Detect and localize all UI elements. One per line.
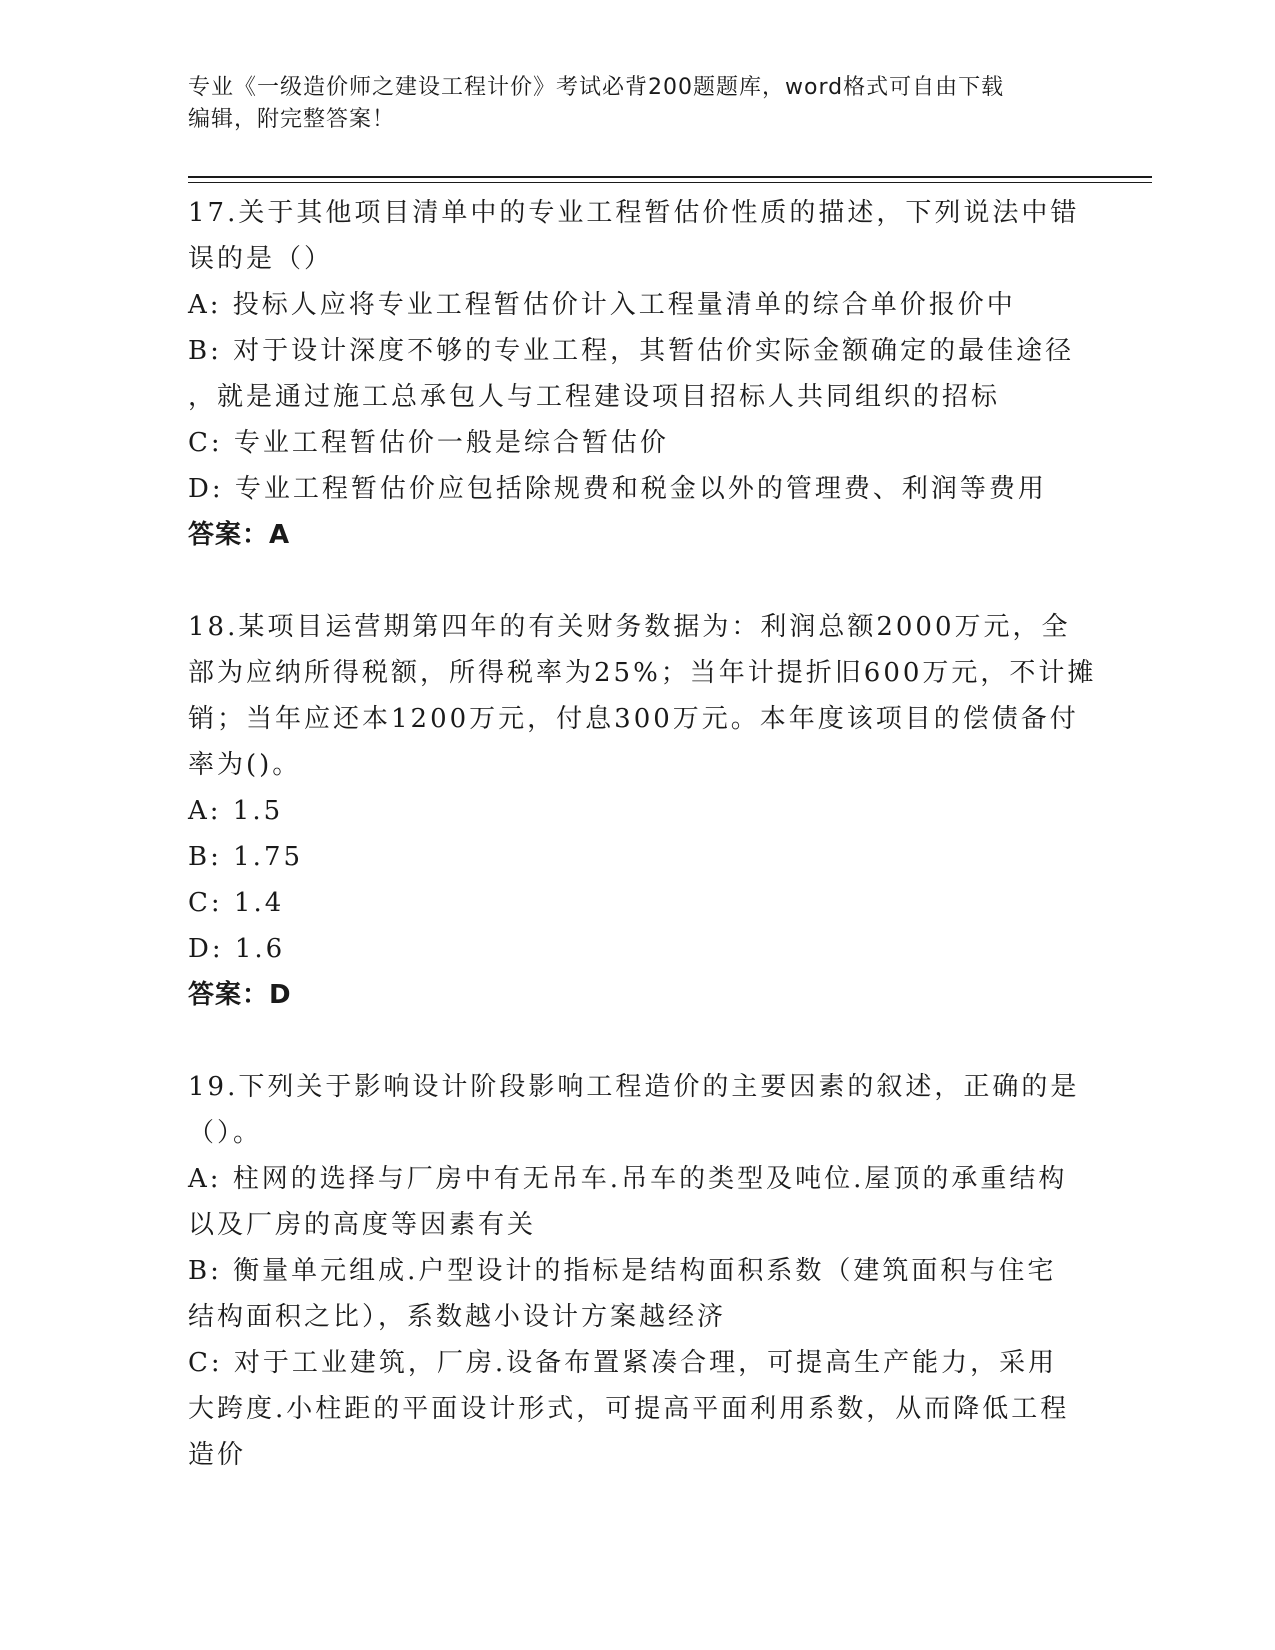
option-line: ，就是通过施工总承包人与工程建设项目招标人共同组织的招标 — [188, 382, 1001, 412]
option-line: B: 1.75 — [188, 842, 304, 872]
question-stem-line: 18.某项目运营期第四年的有关财务数据为：利润总额2000万元，全 — [188, 612, 1071, 642]
option-line: B: 衡量单元组成.户型设计的指标是结构面积系数（建筑面积与住宅 — [188, 1256, 1057, 1286]
question-block — [188, 1064, 1108, 1478]
option-line: A: 柱网的选择与厂房中有无吊车.吊车的类型及吨位.屋顶的承重结构 — [188, 1164, 1068, 1194]
question-stem-line: 17.关于其他项目清单中的专业工程暂估价性质的描述，下列说法中错 — [188, 198, 1080, 228]
question-spacer — [188, 1018, 1108, 1064]
option-line: D: 1.6 — [188, 934, 286, 964]
option-line: 大跨度.小柱距的平面设计形式，可提高平面利用系数，从而降低工程 — [188, 1394, 1070, 1424]
option-line: 以及厂房的高度等因素有关 — [188, 1210, 537, 1240]
answer-line: 答案：D — [188, 980, 292, 1010]
option-line: 造价 — [188, 1440, 247, 1470]
option-line: A: 1.5 — [188, 796, 284, 826]
header-line: 专业《一级造价师之建设工程计价》考试必背200题题库，word格式可自由下载 — [188, 75, 1005, 100]
question-list — [188, 190, 1108, 1478]
option-line: 结构面积之比），系数越小设计方案越经济 — [188, 1302, 727, 1332]
option-line: B: 对于设计深度不够的专业工程，其暂估价实际金额确定的最佳途径 — [188, 336, 1075, 366]
question-stem-line: 销；当年应还本1200万元，付息300万元。本年度该项目的偿债备付 — [188, 704, 1079, 734]
option-line: D: 专业工程暂估价应包括除规费和税金以外的管理费、利润等费用 — [188, 474, 1047, 504]
question-stem-line: 率为()。 — [188, 750, 302, 780]
answer-line: 答案：A — [188, 520, 291, 550]
question-spacer — [188, 558, 1108, 604]
header-divider — [188, 176, 1152, 178]
question-block — [188, 604, 1108, 1064]
question-stem-line: 误的是（） — [188, 244, 334, 274]
question-block — [188, 190, 1108, 604]
option-line: C: 专业工程暂估价一般是综合暂估价 — [188, 428, 669, 458]
option-line: C: 1.4 — [188, 888, 285, 918]
question-stem-line: 部为应纳所得税额，所得税率为25%；当年计提折旧600万元，不计摊 — [188, 658, 1097, 688]
question-stem-line: 19.下列关于影响设计阶段影响工程造价的主要因素的叙述，正确的是 — [188, 1072, 1080, 1102]
header-divider-thin — [188, 182, 1152, 183]
option-line: C: 对于工业建筑，厂房.设备布置紧凑合理，可提高生产能力，采用 — [188, 1348, 1058, 1378]
document-header — [188, 72, 1088, 136]
question-stem-line: （）。 — [188, 1118, 263, 1148]
header-line: 编辑，附完整答案！ — [188, 107, 396, 132]
option-line: A: 投标人应将专业工程暂估价计入工程量清单的综合单价报价中 — [188, 290, 1016, 320]
